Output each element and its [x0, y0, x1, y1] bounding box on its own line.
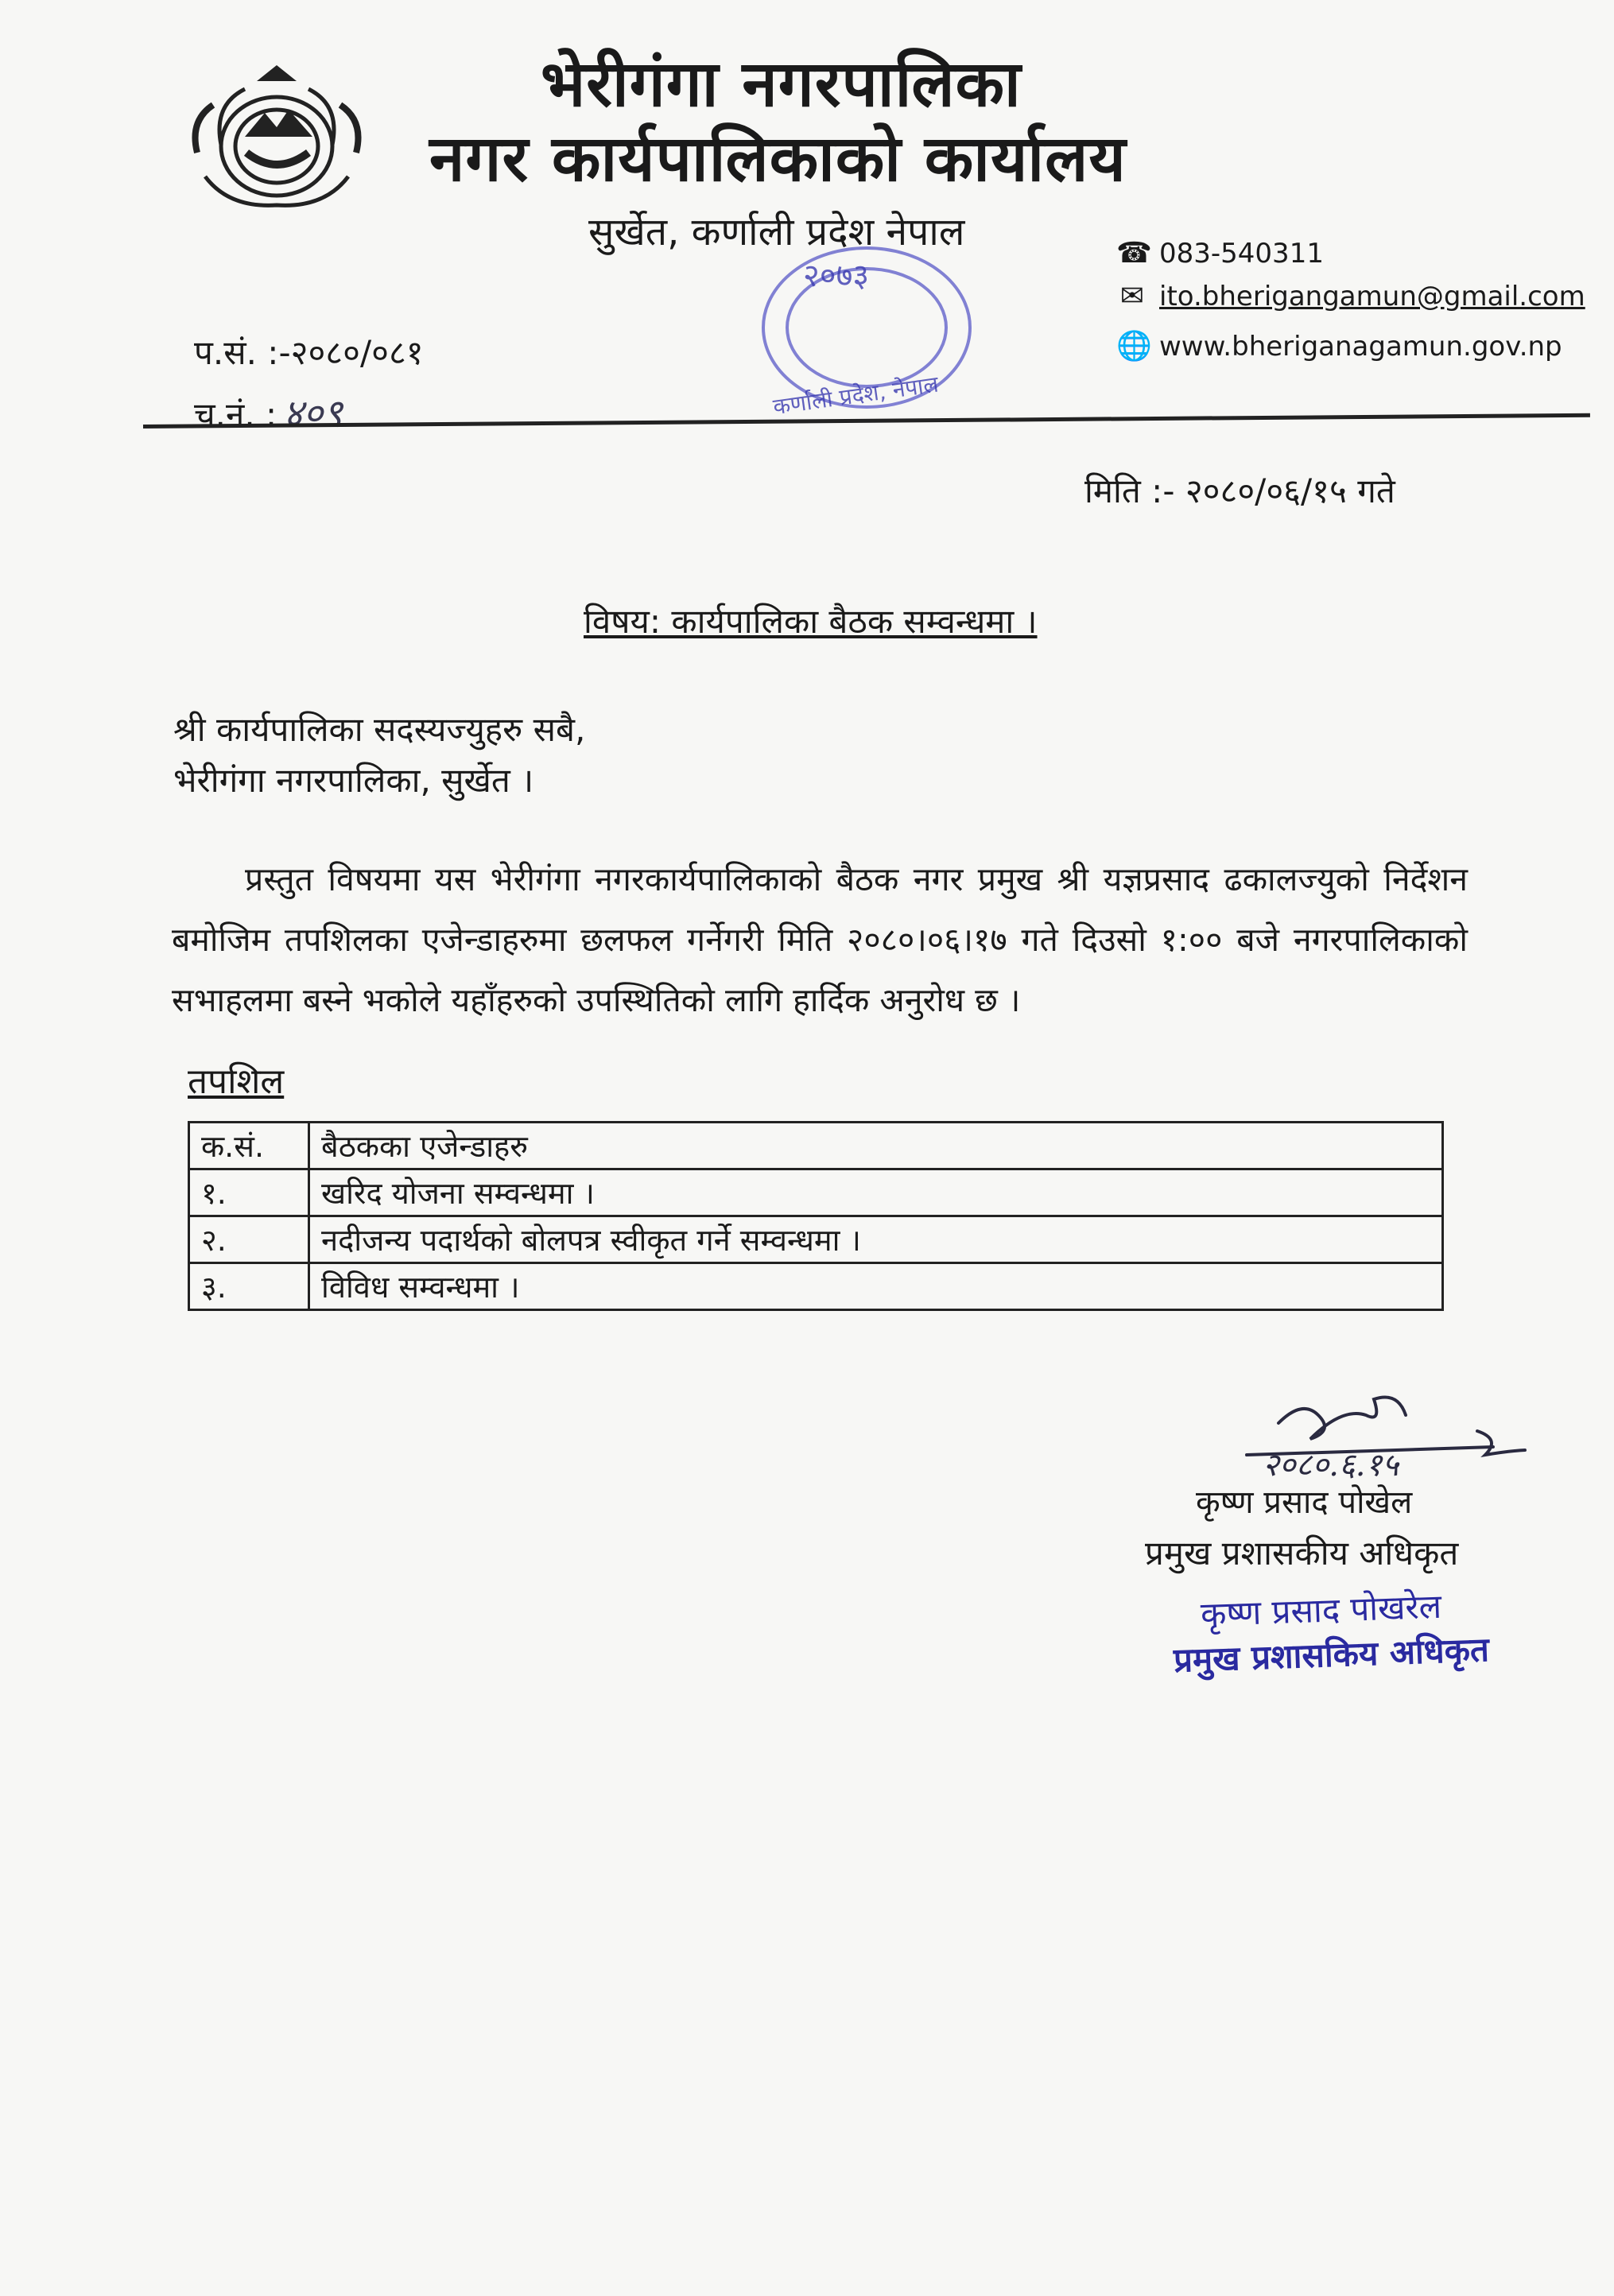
addressee-line-2: भेरीगंगा नगरपालिका, सुर्खेत । — [173, 761, 534, 800]
row-serial: २. — [189, 1216, 309, 1263]
agenda-table — [188, 1121, 1444, 1311]
dispatch-number — [194, 386, 343, 438]
office-address: सुर्खेत, कर्णाली प्रदेश नेपाल — [588, 210, 965, 254]
letter-subject: विषय: कार्यपालिका बैठक सम्वन्धमा । — [584, 602, 1038, 641]
details-heading: तपशिल — [188, 1061, 285, 1102]
contact-website[interactable] — [1116, 329, 1562, 363]
signatory-name: कृष्ण प्रसाद पोखेल — [1196, 1484, 1413, 1521]
office-subtitle: नगर कार्यपालिकाको कार्यालय — [429, 122, 1127, 196]
table-row — [189, 1169, 1443, 1216]
signature-date: २०८०.६.१५ — [1263, 1447, 1399, 1483]
dispatch-value: ४०९ — [283, 391, 343, 436]
telephone-icon: ☎ — [1116, 237, 1152, 270]
globe-icon: 🌐 — [1116, 330, 1152, 363]
row-agenda-item: खरिद योजना सम्वन्धमा । — [309, 1169, 1443, 1216]
header-agenda: बैठकका एजेन्डाहरु — [309, 1123, 1443, 1169]
table-row — [189, 1216, 1443, 1263]
signatory-designation: प्रमुख प्रशासकीय अधिकृत — [1145, 1534, 1459, 1573]
email-link[interactable]: ito.bherigangamun@gmail.com — [1159, 281, 1585, 312]
envelope-icon: ✉ — [1119, 280, 1145, 312]
office-stamp — [747, 239, 986, 421]
letter-reference-number: प.सं. :-२०८०/०८१ — [194, 333, 424, 372]
phone-number: 083-540311 — [1159, 238, 1324, 270]
row-serial: ३. — [189, 1263, 309, 1310]
contact-phone — [1116, 237, 1324, 270]
table-row — [189, 1263, 1443, 1310]
row-agenda-item: नदीजन्य पदार्थको बोलपत्र स्वीकृत गर्ने सम्वन्धमा । — [309, 1216, 1443, 1263]
dispatch-label: च.नं. : — [194, 395, 277, 434]
office-name-title: भेरीगंगा नगरपालिका — [541, 47, 1022, 121]
addressee-line-1: श्री कार्यपालिका सदस्यज्युहरु सबै, — [173, 710, 586, 749]
letter-body: प्रस्तुत विषयमा यस भेरीगंगा नगरकार्यपालिकाको बैठक नगर प्रमुख श्री यज्ञप्रसाद ढकालज्युको निर्देशन बमोजिम तपशिलका एजेन्डाहरुमा छलफल गर्नेगरी मिति २०८०।०६।१७ गते दिउसो १:०० बजे नगरपालिकाको सभाहलमा बस्ने भकोले यहाँहरुको उपस्थितिको लागि हार्दिक अनुरोध छ । — [172, 860, 1468, 1019]
contact-email[interactable] — [1116, 280, 1585, 312]
row-agenda-item: विविध सम्वन्धमा । — [309, 1263, 1443, 1310]
stamp-text: कर्णाली प्रदेश, नेपाल — [771, 370, 941, 421]
letter-date: मिति :- २०८०/०६/१५ गते — [1084, 471, 1395, 510]
website-link[interactable]: www.bheriganagamun.gov.np — [1159, 331, 1562, 363]
header-serial: क.सं. — [189, 1123, 309, 1169]
row-serial: १. — [189, 1169, 309, 1216]
stamp-year: २०७३ — [803, 258, 870, 294]
stamp-signatory-designation: प्रमुख प्रशासकिय अधिकृत — [1173, 1630, 1490, 1680]
stamp-signatory-name: कृष्ण प्रसाद पोखरेल — [1200, 1586, 1442, 1635]
table-header-row — [189, 1123, 1443, 1169]
government-emblem-logo — [181, 57, 372, 216]
